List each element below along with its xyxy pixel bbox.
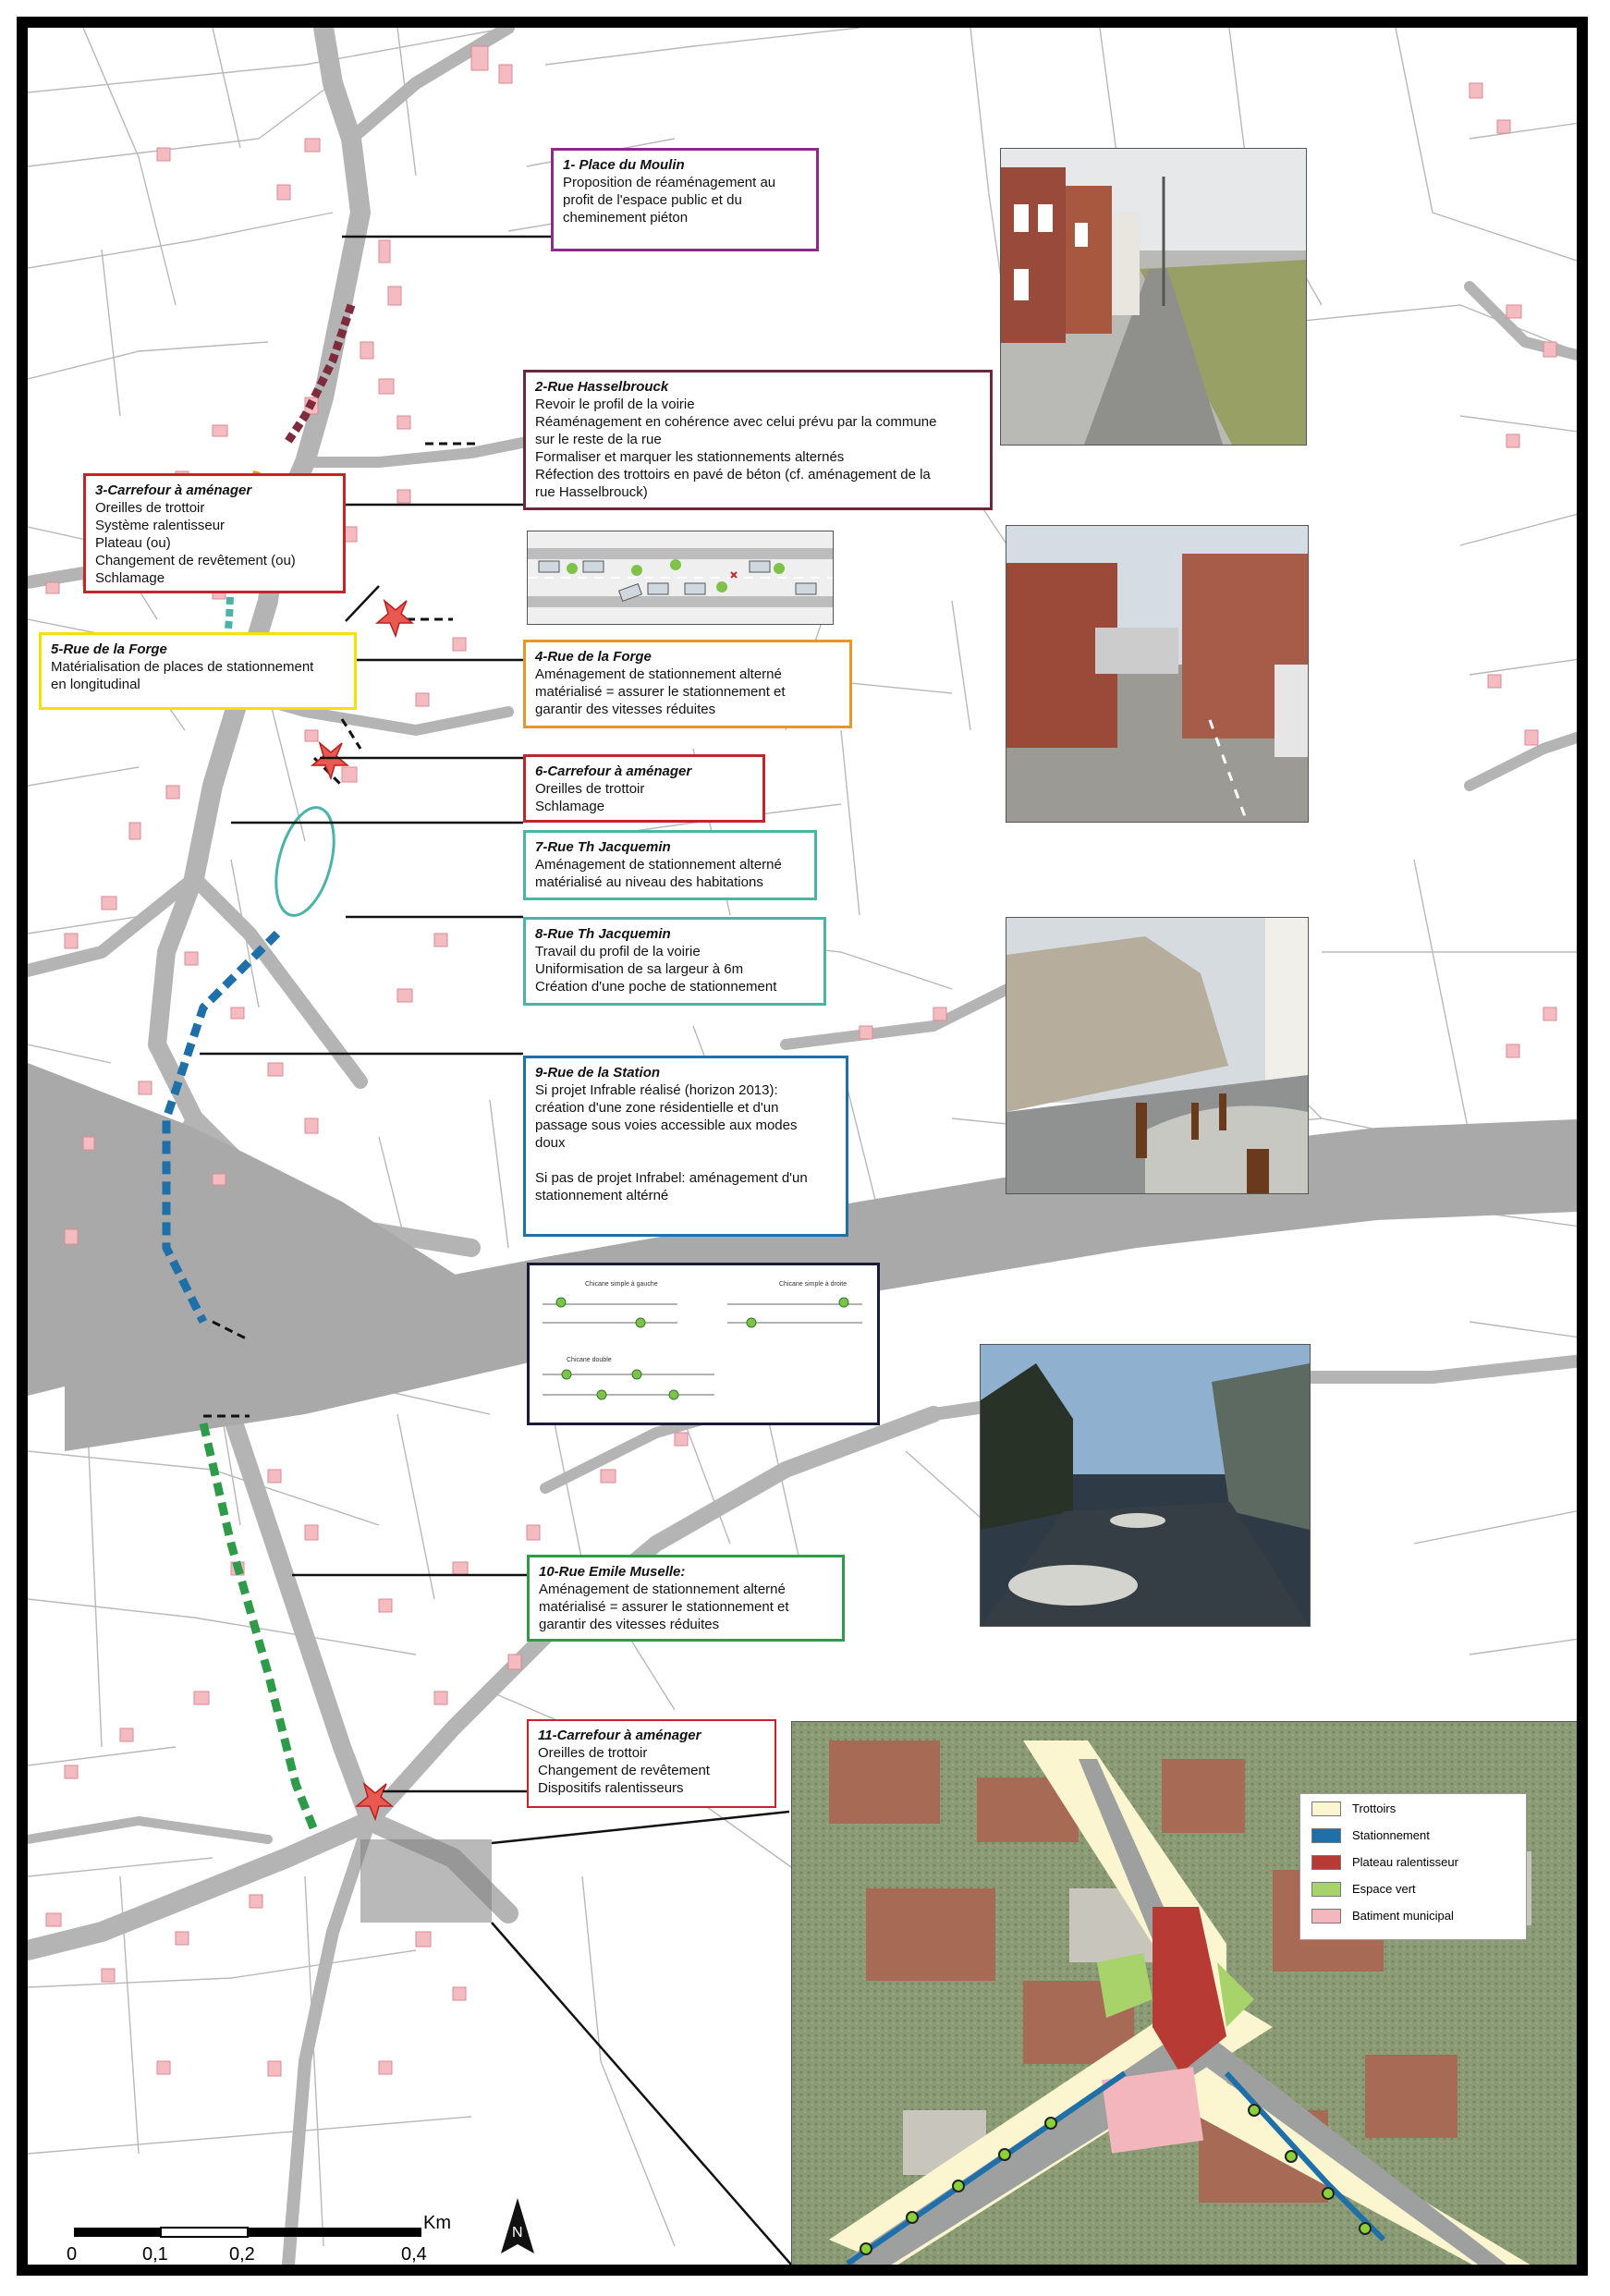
label-title: 10-Rue Emile Muselle: [539, 1564, 686, 1580]
label-line: cheminement piéton [563, 210, 689, 226]
label-line: Schlamage [535, 799, 605, 814]
scale-tick-2: 0,2 [229, 2244, 255, 2265]
label-title: 1- Place du Moulin [563, 157, 685, 173]
map-frame [17, 17, 1588, 2276]
legend-item [1311, 1882, 1515, 1897]
label-rue-hasselbrouck [523, 370, 993, 510]
photo-rue-hasselbrouck [1000, 148, 1307, 446]
scale-tick-1: 0,1 [142, 2244, 168, 2265]
label-line: Travail du profil de la voirie [535, 944, 701, 959]
label-line: Oreilles de trottoir [538, 1745, 648, 1761]
label-line: Revoir le profil de la voirie [535, 397, 695, 412]
label-rue-forge-4 [523, 640, 852, 728]
label-line: matérialisé = assurer le stationnement et [539, 1599, 789, 1615]
scale-unit: Km [423, 2213, 451, 2233]
label-line: rue Hasselbrouck) [535, 484, 648, 500]
chicane-left-title: Chicane simple à gauche [585, 1281, 658, 1288]
chicane-right-title: Chicane simple à droite [779, 1281, 848, 1288]
label-title: 11-Carrefour à aménager [538, 1728, 701, 1743]
label-line: garantir des vitesses réduites [535, 702, 716, 717]
label-rue-forge-5 [39, 632, 357, 710]
label-carrefour-3 [83, 473, 346, 593]
label-line: Matérialisation de places de stationnement [51, 659, 314, 675]
label-line: Aménagement de stationnement alterné [535, 857, 782, 873]
north-arrow [499, 2196, 536, 2255]
label-line [535, 1152, 836, 1169]
legend-swatch [1311, 1801, 1341, 1816]
scale-bar [65, 2213, 490, 2274]
label-line: Si projet Infrable réalisé (horizon 2013): [535, 1082, 778, 1098]
label-line: Réfection des trottoirs en pavé de béton (cf. aménagement de la [535, 467, 931, 482]
label-line: Changement de revêtement (ou) [95, 553, 296, 568]
label-title: 7-Rue Th Jacquemin [535, 839, 671, 855]
label-title: 5-Rue de la Forge [51, 641, 167, 657]
label-line: sur le reste de la rue [535, 432, 662, 447]
label-line: Changement de revêtement [538, 1763, 710, 1778]
label-line: Formaliser et marquer les stationnements alternés [535, 449, 845, 465]
label-line: matérialisé = assurer le stationnement et [535, 684, 786, 700]
label-line: garantir des vitesses réduites [539, 1617, 720, 1632]
label-carrefour-11 [527, 1719, 776, 1808]
label-title: 2-Rue Hasselbrouck [535, 379, 669, 395]
label-carrefour-6 [523, 754, 765, 823]
legend-label: Batiment municipal [1352, 1909, 1454, 1923]
legend-item [1311, 1909, 1515, 1924]
legend-item [1311, 1828, 1515, 1843]
label-title: 3-Carrefour à aménager [95, 482, 252, 498]
label-line: Uniformisation de sa largeur à 6m [535, 961, 744, 977]
chicane-diagram [527, 1263, 880, 1425]
label-line: Aménagement de stationnement alterné [539, 1582, 786, 1597]
legend-label: Espace vert [1352, 1882, 1416, 1896]
legend-label: Trottoirs [1352, 1801, 1397, 1815]
scale-tick-3: 0,4 [401, 2244, 427, 2265]
legend-swatch [1311, 1909, 1341, 1924]
north-label: N [512, 2225, 523, 2241]
legend-swatch [1311, 1882, 1341, 1897]
label-line: Plateau (ou) [95, 535, 171, 551]
zoom-area [360, 1839, 492, 1923]
label-emile-muselle [527, 1555, 845, 1642]
photo-rue-de-la-forge [1006, 525, 1309, 823]
legend-swatch [1311, 1828, 1341, 1843]
label-line: Dispositifs ralentisseurs [538, 1780, 684, 1796]
aerial-legend [1299, 1793, 1527, 1940]
label-title: 8-Rue Th Jacquemin [535, 926, 671, 942]
legend-item [1311, 1801, 1515, 1816]
label-title: 9-Rue de la Station [535, 1065, 661, 1081]
jacquemin-zone-ellipse [265, 801, 344, 922]
label-line: en longitudinal [51, 677, 140, 692]
label-title: 6-Carrefour à aménager [535, 763, 692, 779]
label-jacquemin-8 [523, 917, 826, 1006]
legend-label: Stationnement [1352, 1828, 1430, 1842]
label-line: profit de l'espace public et du [563, 192, 742, 208]
label-line: passage sous voies accessible aux modes [535, 1117, 798, 1133]
legend-item [1311, 1855, 1515, 1870]
label-line: Réaménagement en cohérence avec celui prévu par la commune [535, 414, 937, 430]
label-rue-station [523, 1056, 848, 1237]
chicane-double-title: Chicane double [567, 1357, 612, 1363]
photo-eglise-rue-station [1006, 917, 1309, 1194]
road-profile-diagram [527, 531, 834, 625]
photo-rue-emile-muselle [980, 1344, 1311, 1627]
legend-label: Plateau ralentisseur [1352, 1855, 1458, 1869]
legend-swatch [1311, 1855, 1341, 1870]
scale-tick-0: 0 [67, 2244, 78, 2265]
label-line: Si pas de projet Infrabel: aménagement d'un [535, 1170, 808, 1186]
label-line: création d'une zone résidentielle et d'un [535, 1100, 779, 1116]
label-jacquemin-7 [523, 830, 817, 900]
label-title: 4-Rue de la Forge [535, 649, 652, 665]
label-line: doux [535, 1135, 566, 1151]
label-line: Aménagement de stationnement alterné [535, 666, 782, 682]
label-line: stationnement altérné [535, 1188, 669, 1203]
label-line: Oreilles de trottoir [535, 781, 645, 797]
label-line: Schlamage [95, 570, 165, 586]
label-line: matérialisé au niveau des habitations [535, 874, 763, 890]
label-line: Système ralentisseur [95, 518, 226, 533]
label-place-du-moulin [551, 148, 819, 251]
label-line: Création d'une poche de stationnement [535, 979, 777, 995]
label-line: Proposition de réaménagement au [563, 175, 776, 190]
label-line: Oreilles de trottoir [95, 500, 205, 516]
